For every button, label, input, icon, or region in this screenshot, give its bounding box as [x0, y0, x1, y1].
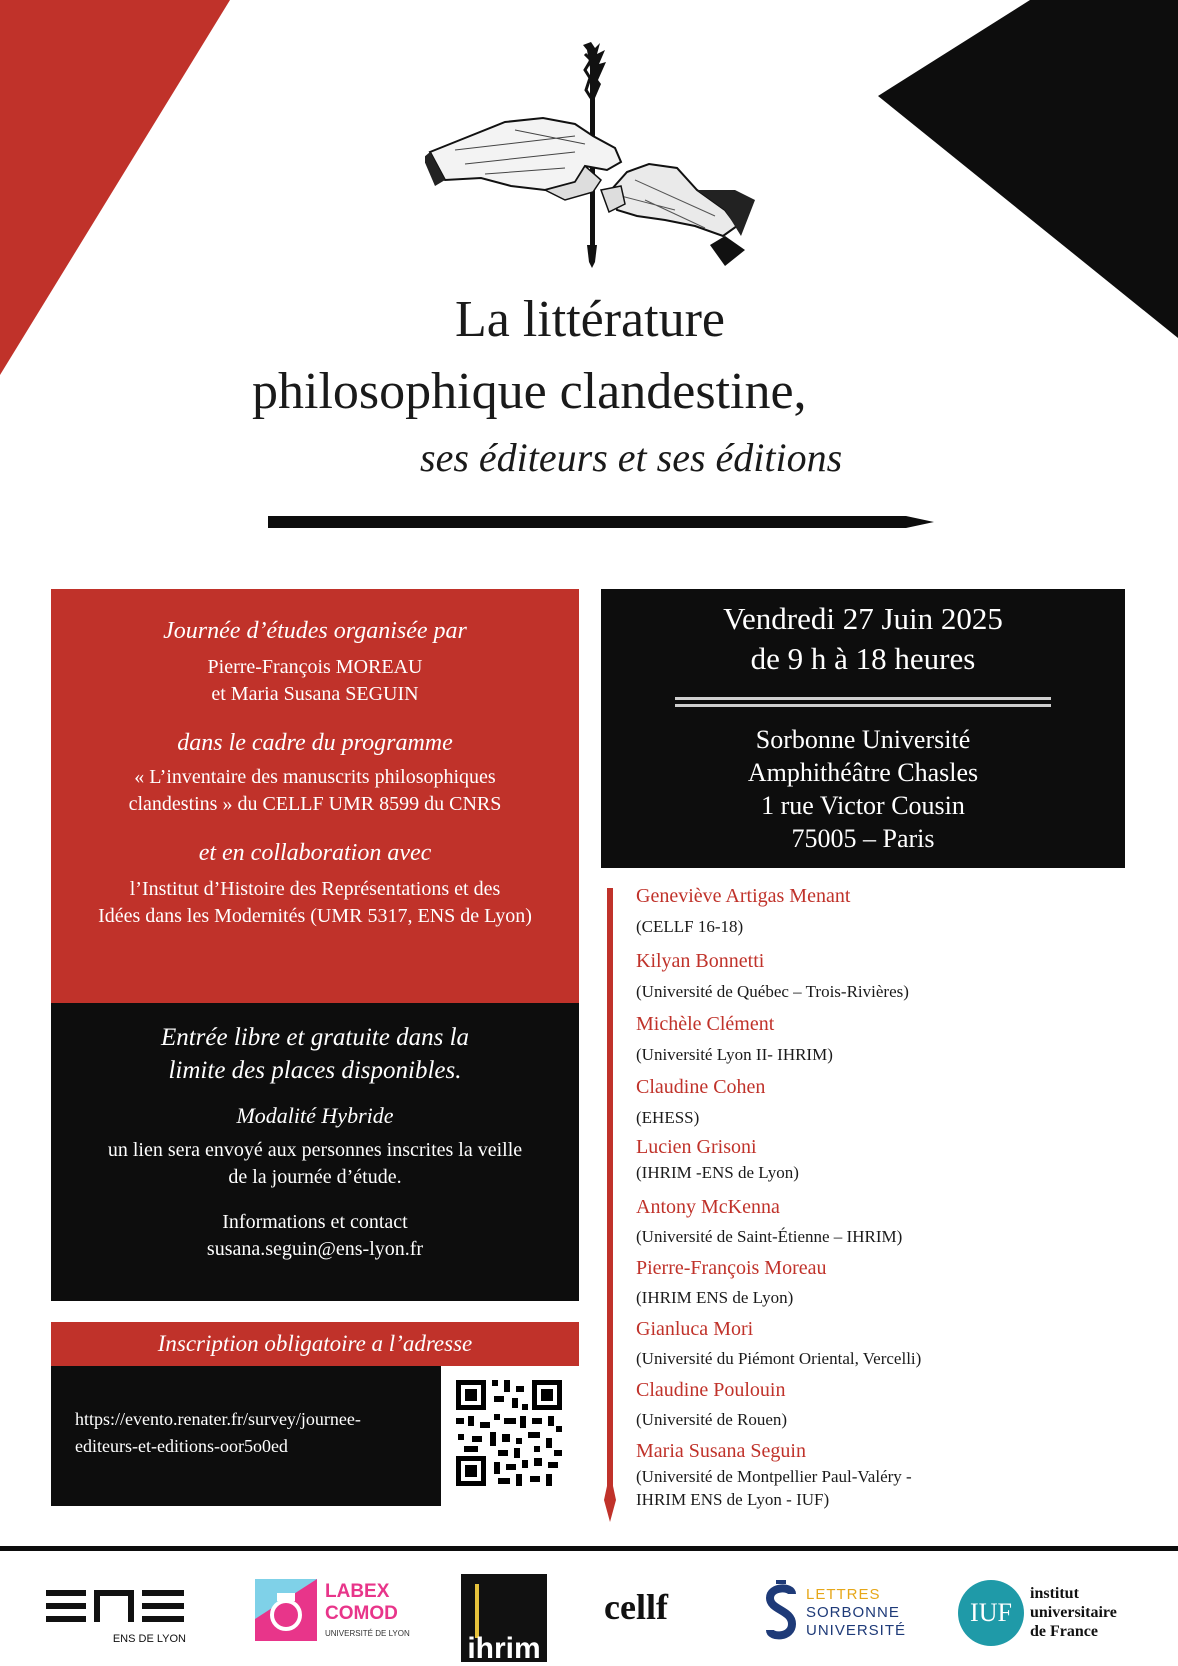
speaker-affiliation: (Université de Québec – Trois-Rivières) — [636, 982, 909, 1001]
pen-divider — [602, 888, 620, 1523]
speaker-name: Gianluca Mori — [636, 1318, 754, 1340]
speaker-affiliation: (Université du Piémont Oriental, Vercelli) — [636, 1349, 922, 1368]
sorbonne-s-icon — [764, 1580, 798, 1646]
ens-caption: ENS DE LYON — [112, 1633, 186, 1645]
speaker-entry — [636, 1378, 787, 1431]
event-panel — [601, 589, 1125, 868]
organizer-name-1: Pierre-François MOREAU — [207, 656, 423, 678]
speaker-name: Lucien Grisoni — [636, 1136, 757, 1158]
speaker-entry — [636, 1256, 827, 1309]
footer-rule — [0, 1546, 1178, 1551]
iuf-line-1: institut — [1030, 1585, 1079, 1602]
speaker-affiliation: (Université de Montpellier Paul-Valéry - — [636, 1467, 912, 1486]
iuf-line-3: de France — [1030, 1623, 1098, 1640]
registration-heading: Inscription obligatoire a l’adresse — [51, 1322, 579, 1366]
qr-code[interactable] — [454, 1378, 564, 1488]
venue-address: 1 rue Victor Cousin — [761, 791, 965, 820]
cellf-logo[interactable]: cellf — [604, 1587, 668, 1627]
black-corner-triangle — [878, 0, 1178, 338]
speaker-affiliation-line-2: IHRIM ENS de Lyon - IUF) — [636, 1490, 830, 1509]
speaker-name: Antony McKenna — [636, 1196, 780, 1218]
access-line-2: limite des places disponibles. — [168, 1057, 462, 1084]
speaker-name: Claudine Cohen — [636, 1076, 766, 1098]
speaker-name: Claudine Poulouin — [636, 1379, 786, 1401]
iuf-badge — [958, 1580, 1024, 1646]
speaker-entry — [636, 1135, 799, 1184]
speaker-name: Maria Susana Seguin — [636, 1440, 806, 1462]
speaker-entry — [636, 949, 909, 1003]
right-hand-icon — [601, 164, 755, 266]
event-date: Vendredi 27 Juin 2025 — [723, 601, 1003, 636]
organizers-panel — [51, 589, 579, 1003]
mode-heading: Modalité Hybride — [236, 1103, 394, 1128]
mode-line-1: un lien sera envoyé aux personnes inscrites la veille — [107, 1139, 523, 1161]
program-line-2: clandestins » du CELLF UMR 8599 du CNRS — [128, 793, 502, 815]
speaker-entry — [636, 1439, 912, 1511]
labex-sub: UNIVERSITÉ DE LYON — [325, 1629, 410, 1638]
speaker-name: Kilyan Bonnetti — [636, 950, 765, 972]
contact-email[interactable]: susana.seguin@ens-lyon.fr — [206, 1238, 424, 1260]
venue-line-2: Amphithéâtre Chasles — [747, 758, 979, 787]
speaker-name: Michèle Clément — [636, 1013, 775, 1035]
program-line-1: « L’inventaire des manuscrits philosophiques — [134, 766, 496, 788]
registration-url-line-1[interactable]: https://evento.renater.fr/survey/journee- — [75, 1409, 361, 1429]
ens-mark-icon — [46, 1588, 186, 1624]
access-panel — [51, 1003, 579, 1301]
sorbonne-line-3: UNIVERSITÉ — [806, 1622, 907, 1639]
collab-line-1: l’Institut d’Histoire des Représentations et des — [129, 878, 501, 900]
speaker-entry — [636, 1195, 902, 1248]
hands-quill-engraving — [425, 40, 765, 285]
title-line-2: philosophique clandestine, — [252, 363, 807, 420]
mode-line-2: de la journée d’étude. — [228, 1166, 402, 1188]
speaker-name: Geneviève Artigas Menant — [636, 885, 851, 907]
speaker-affiliation: (Université Lyon II- IHRIM) — [636, 1045, 833, 1064]
iuf-line-2: universitaire — [1030, 1604, 1117, 1621]
sorbonne-line-2: SORBONNE — [806, 1604, 900, 1621]
registration-url-box — [51, 1366, 441, 1506]
labex-badge-icon — [255, 1579, 317, 1641]
speaker-entry — [636, 884, 850, 938]
contact-heading: Informations et contact — [222, 1211, 408, 1233]
registration-url-line-2[interactable]: editeurs-et-editions-oor5o0ed — [75, 1436, 288, 1456]
organizers-heading: Journée d’études organisée par — [163, 618, 467, 644]
venue-line-1: Sorbonne Université — [755, 725, 971, 754]
venue-city: 75005 – Paris — [791, 824, 935, 853]
labex-comod-logo[interactable] — [255, 1579, 415, 1645]
event-divider — [675, 697, 1051, 707]
title-underline — [268, 515, 936, 529]
access-line-1: Entrée libre et gratuite dans la — [160, 1024, 470, 1051]
speaker-affiliation: (IHRIM ENS de Lyon) — [636, 1288, 794, 1307]
partner-logos — [0, 1568, 1178, 1665]
iuf-badge-text: IUF — [970, 1598, 1012, 1627]
event-hours: de 9 h à 18 heures — [750, 641, 976, 676]
title-line-1: La littérature — [455, 291, 725, 348]
collab-line-2: Idées dans les Modernités (UMR 5317, ENS de Lyon) — [98, 905, 532, 927]
speaker-entry — [636, 1317, 921, 1370]
collab-heading: et en collaboration avec — [198, 840, 432, 866]
ihrim-logo[interactable] — [461, 1574, 547, 1665]
title-subtitle: ses éditeurs et ses éditions — [420, 435, 843, 480]
iuf-logo[interactable] — [958, 1578, 1138, 1650]
speaker-entry — [636, 1075, 765, 1129]
speaker-affiliation: (Université de Rouen) — [636, 1410, 788, 1429]
speaker-name: Pierre-François Moreau — [636, 1257, 827, 1279]
speaker-affiliation: (EHESS) — [636, 1108, 700, 1127]
red-corner-triangle — [0, 0, 230, 375]
speaker-entry — [636, 1012, 833, 1066]
sorbonne-logo[interactable] — [764, 1580, 914, 1650]
speaker-affiliation: (CELLF 16-18) — [636, 917, 744, 936]
organizer-name-2: et Maria Susana SEGUIN — [211, 683, 419, 705]
program-heading: dans le cadre du programme — [177, 730, 453, 756]
ihrim-accent — [475, 1584, 479, 1638]
labex-line-2: COMOD — [325, 1603, 398, 1624]
labex-line-1: LABEX — [325, 1581, 390, 1602]
ens-lyon-logo[interactable] — [46, 1588, 186, 1648]
speaker-affiliation: (Université de Saint-Étienne – IHRIM) — [636, 1227, 903, 1246]
sorbonne-line-1: LETTRES — [806, 1586, 881, 1603]
ihrim-text: ihrim — [467, 1632, 541, 1665]
speaker-affiliation: (IHRIM -ENS de Lyon) — [636, 1163, 799, 1182]
